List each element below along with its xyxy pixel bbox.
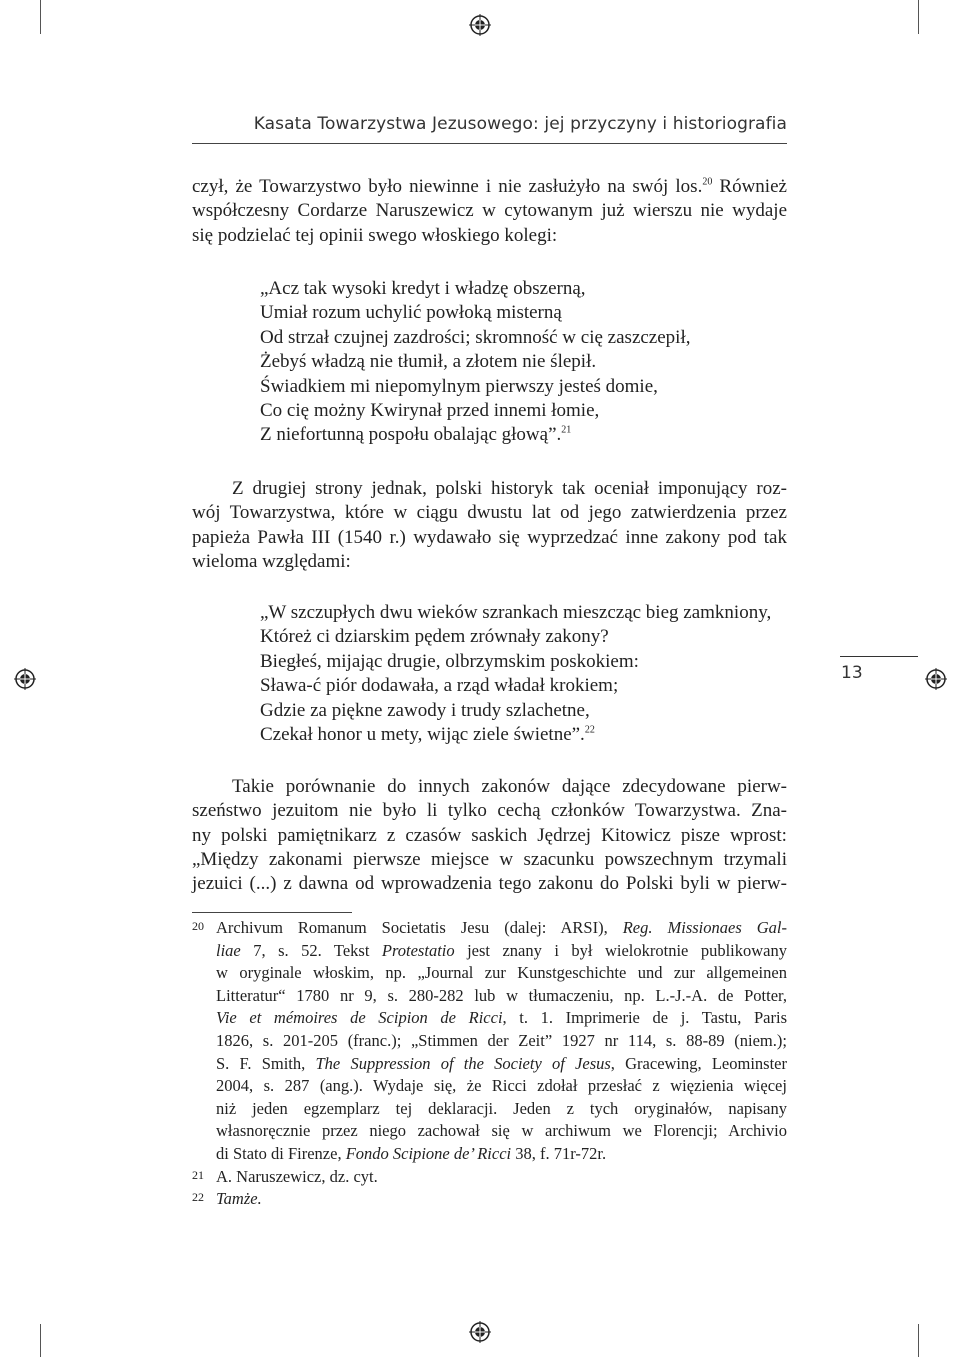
registration-mark-icon xyxy=(469,14,491,36)
italic-text: Vie et mémoires de Scipion de Ricci xyxy=(216,1008,503,1028)
footnote-line: w oryginale włoskim, np. „Journal zur Kunstgeschichte und zur allgemeinen xyxy=(216,963,787,983)
header-rule xyxy=(192,143,787,144)
footnote-21 xyxy=(192,1166,787,1189)
italic-text: Tamże. xyxy=(216,1189,262,1209)
registration-mark-icon xyxy=(925,668,947,690)
text-line: ny polski pamiętnikarz z czasów saskich Jędrzej Kitowicz pisze wprost: xyxy=(192,824,787,846)
footnote-line: di Stato di Firenze, Fondo Scipione de’ Ricci 38, f. 71r-72r. xyxy=(216,1143,607,1163)
running-header: Kasata Towarzystwa Jezusowego: jej przyczyny i historiografia xyxy=(253,114,787,134)
text-line: Z drugiej strony jednak, polski historyk tak oceniał imponujący roz- xyxy=(232,478,787,499)
footnote-line: 2004, s. 287 (ang.). Wydaje się, że Ricci zdołał przesłać z więzienia więcej xyxy=(216,1076,787,1096)
verse-line: Od strzał czujnej zazdrości; skromność w cię zaszczepił, xyxy=(260,326,691,348)
footnote-line xyxy=(216,1188,787,1211)
verse-line: „Acz tak wysoki kredyt i władzę obszerną, xyxy=(260,278,586,299)
text-line: czył, że Towarzystwo było niewinne i nie zasłużyło na swój los.$^{20}$ Również xyxy=(192,176,787,197)
footnote-number: 21 xyxy=(192,1167,204,1182)
footnote-line: niż jeden egzemplarz tej deklaracji. Jeden z tych oryginałów, napisany xyxy=(216,1098,787,1118)
footnote-line: Vie et mémoires de Scipion de Ricci, t. 1. Imprimerie de j. Tastu, Paris xyxy=(216,1008,788,1028)
crop-mark xyxy=(918,1324,919,1357)
italic-text: Protestatio xyxy=(381,940,455,960)
crop-mark xyxy=(918,0,919,34)
verse-line: Co cię możny Kwirynał przed innemi łomie, xyxy=(260,400,600,422)
paragraph-3 xyxy=(192,775,787,896)
verse-line: Czekał honor u mety, wijąc ziele świetne”.$^{22}$ xyxy=(260,724,595,746)
footnote-ref[interactable]: 22 xyxy=(584,724,595,736)
footnote-ref[interactable]: 21 xyxy=(561,425,572,437)
footnotes xyxy=(192,917,787,1211)
footnote-line: liae 7, s. 52. Tekst Protestatio jest znany i był wielokrotnie publikowany xyxy=(216,940,788,960)
page-number: 13 xyxy=(841,663,863,683)
text-line: papieża Pawła III (1540 r.) wydawało się wyprzedzać inne zakony pod tak xyxy=(192,526,787,548)
paragraph-2 xyxy=(192,477,787,574)
footnote-line: Archivum Romanum Societatis Jesu (dalej: ARSI), Reg. Missionaes Gal- xyxy=(216,918,787,937)
text-line: Takie porównanie do innych zakonów dające zdecydowane pierw- xyxy=(232,776,788,797)
text-line: wój Towarzystwa, które w ciągu dwustu lat od jego zatwierdzenia przez xyxy=(192,502,787,524)
folio-rule xyxy=(840,656,918,657)
footnote-number: 22 xyxy=(192,1190,204,1205)
registration-mark-icon xyxy=(469,1321,491,1343)
footnote-rule xyxy=(192,912,352,913)
footnote-20 xyxy=(192,917,787,1166)
italic-text: Fondo Scipione de’ Ricci xyxy=(345,1143,512,1163)
italic-text: The Suppression of the Society of Jesus xyxy=(315,1053,611,1073)
registration-mark-icon xyxy=(14,668,36,690)
italic-text: liae xyxy=(216,940,241,960)
verse-line: Gdzie za piękne zawody i trudy szlachetne, xyxy=(260,699,590,721)
verse-line: Biegłeś, mijając drugie, olbrzymskim poskokiem: xyxy=(260,650,639,672)
footnote-line: A. Naruszewicz, dz. cyt. xyxy=(216,1166,378,1186)
text-line: szeństwo jezuitom nie było li tylko cechą członków Towarzystwa. Zna- xyxy=(192,800,788,822)
footnote-line: 1826, s. 201-205 (franc.); „Stimmen der Zeit” 1927 nr 114, s. 88-89 (niem.); xyxy=(216,1030,787,1050)
verse-line: Umiał rozum uchylić powłoką misterną xyxy=(260,302,562,324)
verse-line: Z niefortunną pospołu obalając głową”.$^{21}$ xyxy=(260,424,572,446)
footnote-line: S. F. Smith, The Suppression of the Society of Jesus, Gracewing, Leominster xyxy=(216,1053,788,1073)
italic-text: Reg. Missionaes Gal- xyxy=(622,918,787,937)
verse-line: „W szczupłych dwu wieków szrankach mieszcząc bieg zamkniony, xyxy=(260,602,772,623)
footnote-number: 20 xyxy=(192,919,204,933)
verse-line: Któreż ci dziarskim pędem zrównały zakony? xyxy=(260,626,609,648)
verse-line: Żebyś władzą nie tłumił, a złotem nie ślepił. xyxy=(260,351,597,373)
text-line: jezuici (...) z dawna od wprowadzenia tego zakonu do Polski byli w pierw- xyxy=(192,873,787,895)
text-line: „Między zakonami pierwsze miejsce w szacunku powszechnym trzymali xyxy=(192,848,787,870)
text-line: wieloma względami: xyxy=(192,550,351,572)
footnote-22 xyxy=(192,1188,787,1211)
paragraph-1 xyxy=(192,175,787,248)
verse-line: Świadkiem mi niepomylnym pierwszy jesteś domie, xyxy=(260,375,658,397)
footnote-line: Litteratur“ 1780 nr 9, s. 280-282 lub w tłumaczeniu, np. L.-J.-A. de Potter, xyxy=(216,985,787,1005)
crop-mark xyxy=(40,0,41,34)
footnote-line: własnoręcznie przez niego zachował się w archiwum we Florencji; Archivio xyxy=(216,1121,787,1141)
text-line: współczesny Cordarze Naruszewicz w cytowanym już wierszu nie wydaje xyxy=(192,200,788,222)
verse-line: Sława-ć piór dodawała, a rząd władał krokiem; xyxy=(260,675,619,697)
crop-mark xyxy=(40,1324,41,1357)
footnote-ref[interactable]: 20 xyxy=(702,176,713,188)
verse-quote-1 xyxy=(260,277,690,448)
verse-quote-2 xyxy=(260,601,771,747)
text-line: się podzielać tej opinii swego włoskiego kolegi: xyxy=(192,224,558,246)
